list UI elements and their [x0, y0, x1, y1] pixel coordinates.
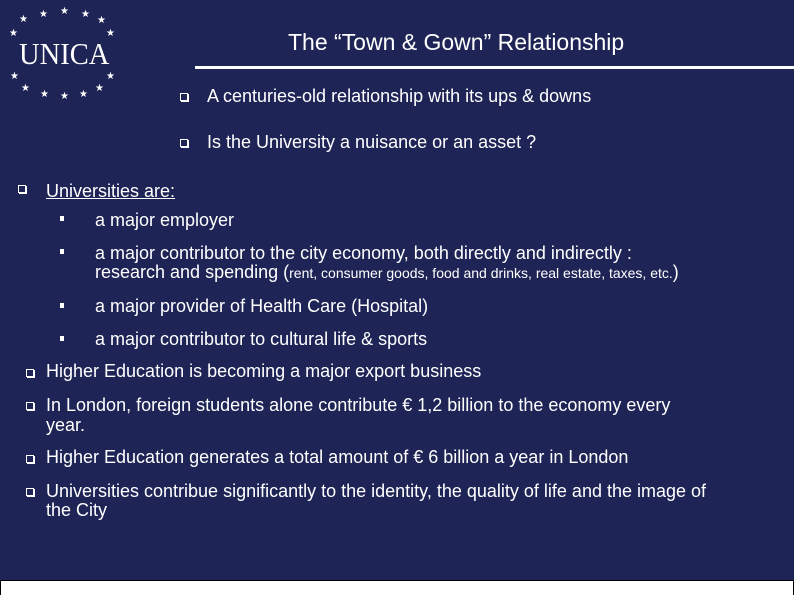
square-bullet-icon: [60, 336, 64, 341]
square-bullet-icon: [60, 216, 64, 221]
box-bullet-icon: [180, 93, 188, 101]
item-economy-line2: [95, 262, 679, 283]
box-bullet-icon: [26, 369, 34, 377]
bullet-identity-line2: the City: [46, 500, 108, 520]
star-icon: ★: [106, 28, 115, 39]
economy-main-text: research and spending (: [95, 262, 290, 282]
item-culture: a major contributor to cultural life & sports: [95, 329, 428, 349]
economy-small-text: rent, consumer goods, food and drinks, real estate, taxes, etc.: [289, 265, 673, 281]
square-bullet-icon: [60, 303, 64, 308]
star-icon: ★: [81, 9, 90, 20]
star-icon: ★: [60, 91, 69, 102]
bullet-total: Higher Education generates a total amount of € 6 billion a year in London: [46, 447, 629, 467]
intro-bullet-1: A centuries-old relationship with its ups & downs: [207, 86, 592, 106]
box-bullet-icon: [18, 185, 26, 193]
star-icon: ★: [79, 89, 88, 100]
box-bullet-icon: [26, 488, 34, 496]
star-icon: ★: [10, 71, 19, 82]
logo-text: UNICA: [19, 36, 110, 71]
star-icon: ★: [9, 28, 18, 39]
bullet-london-line1: In London, foreign students alone contribute € 1,2 billion to the economy every: [46, 395, 671, 415]
square-bullet-icon: [60, 249, 64, 254]
item-economy-line1: a major contributor to the city economy, both directly and indirectly :: [95, 243, 632, 263]
item-health: a major provider of Health Care (Hospital): [95, 296, 429, 316]
star-icon: ★: [97, 15, 106, 26]
bullet-export: Higher Education is becoming a major export business: [46, 361, 482, 381]
bullet-identity-line1: Universities contribue significantly to the identity, the quality of life and the image of: [46, 481, 707, 501]
intro-bullet-2: Is the University a nuisance or an asset ?: [207, 132, 537, 152]
star-icon: ★: [19, 14, 28, 25]
box-bullet-icon: [26, 402, 34, 410]
star-icon: ★: [106, 71, 115, 82]
box-bullet-icon: [26, 455, 34, 463]
item-employer: a major employer: [95, 210, 235, 230]
title-underline: [195, 66, 794, 69]
star-icon: ★: [40, 89, 49, 100]
universities-heading: Universities are:: [46, 181, 176, 201]
star-icon: ★: [21, 83, 30, 94]
star-icon: ★: [60, 6, 69, 17]
box-bullet-icon: [180, 139, 188, 147]
bullet-london-line2: year.: [46, 415, 86, 435]
unica-logo: [5, 5, 120, 105]
star-icon: ★: [39, 9, 48, 20]
star-icon: ★: [95, 83, 104, 94]
bottom-strip: [0, 580, 794, 595]
economy-end-text: ): [672, 262, 679, 282]
slide-title: The “Town & Gown” Relationship: [288, 29, 625, 55]
